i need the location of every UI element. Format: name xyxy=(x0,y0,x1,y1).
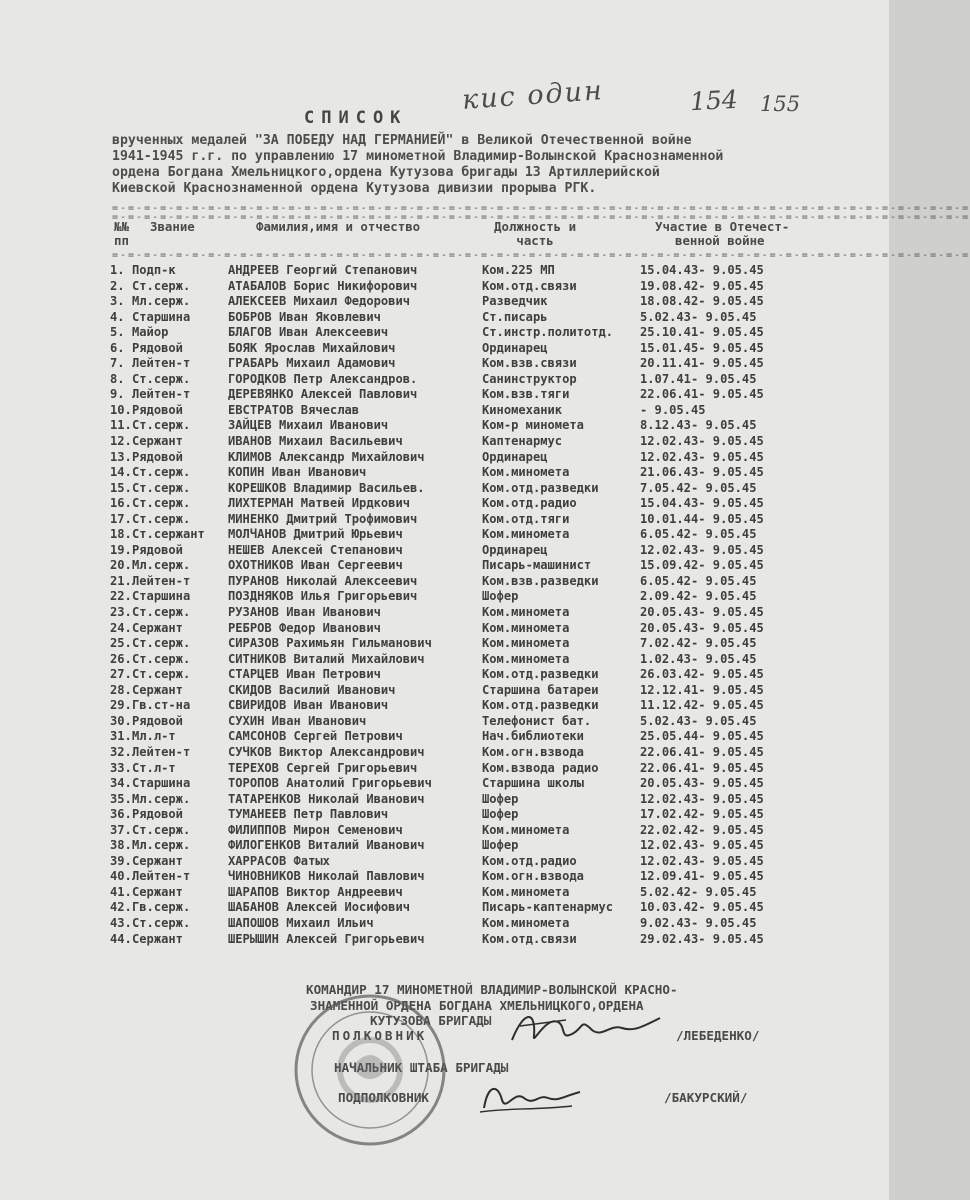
row-full-name: СКИДОВ Василий Иванович xyxy=(228,682,396,697)
table-row xyxy=(110,807,830,823)
table-row xyxy=(110,356,830,372)
row-number: 17. xyxy=(110,511,132,526)
row-number: 18. xyxy=(110,527,132,542)
row-position: Санинструктор xyxy=(482,371,577,386)
row-rank: Рядовой xyxy=(132,542,183,557)
row-position: Писарь-каптенармус xyxy=(482,900,614,915)
row-service-dates: 7.02.42- 9.05.45 xyxy=(640,636,757,651)
table-row xyxy=(110,372,830,388)
row-rank: Рядовой xyxy=(132,807,183,822)
row-rank: Ст.серж. xyxy=(132,371,191,386)
row-rank: Ст.серж. xyxy=(132,822,191,837)
row-service-dates: 12.02.43- 9.05.45 xyxy=(640,838,764,853)
row-full-name: ТОРОПОВ Анатолий Григорьевич xyxy=(228,776,432,791)
row-full-name: МИНЕНКО Дмитрий Трофимович xyxy=(228,511,418,526)
row-full-name: БЛАГОВ Иван Алексеевич xyxy=(228,325,389,340)
row-rank: Мл.серж. xyxy=(132,558,191,573)
row-service-dates: 20.05.43- 9.05.45 xyxy=(640,620,764,635)
row-number: 11. xyxy=(110,418,132,433)
intro-line: 1941-1945 г.г. по управлению 17 минометной Владимир-Волынской Краснознаменной xyxy=(112,149,724,164)
row-number: 2. xyxy=(110,278,125,293)
row-rank: Лейтен-т xyxy=(132,869,191,884)
row-full-name: ТУМАНЕЕВ Петр Павлович xyxy=(228,807,389,822)
page-number-new: 155 xyxy=(760,92,801,116)
row-position: Ком.миномета xyxy=(482,605,570,620)
row-number: 10. xyxy=(110,402,132,417)
table-row xyxy=(110,823,830,839)
row-full-name: ХАРРАСОВ Фатых xyxy=(228,853,330,868)
row-full-name: СИТНИКОВ Виталий Михайлович xyxy=(228,651,425,666)
row-service-dates: 11.12.42- 9.05.45 xyxy=(640,698,764,713)
row-position: Ком.отд.связи xyxy=(482,931,577,946)
table-row xyxy=(110,854,830,870)
chief-of-staff-title: НАЧАЛЬНИК ШТАБА БРИГАДЫ xyxy=(334,1060,509,1075)
row-rank: Сержант xyxy=(132,620,183,635)
row-rank: Старшина xyxy=(132,589,191,604)
row-rank: Лейтен-т xyxy=(132,387,191,402)
row-rank: Сержант xyxy=(132,853,183,868)
row-number: 22. xyxy=(110,589,132,604)
table-row xyxy=(110,527,830,543)
commander-name: /ЛЕБЕДЕНКО/ xyxy=(676,1028,760,1043)
row-service-dates: 29.02.43- 9.05.45 xyxy=(640,931,764,946)
row-full-name: РЕБРОВ Федор Иванович xyxy=(228,620,381,635)
row-number: 33. xyxy=(110,760,132,775)
row-rank: Сержант xyxy=(132,682,183,697)
row-position: Ком.отд.тяги xyxy=(482,511,570,526)
row-position: Ком.миномета xyxy=(482,527,570,542)
row-number: 15. xyxy=(110,480,132,495)
table-row xyxy=(110,652,830,668)
row-rank: Ст.сержант xyxy=(132,527,205,542)
table-row xyxy=(110,325,830,341)
table-row xyxy=(110,465,830,481)
row-rank: Старшина xyxy=(132,309,191,324)
table-row xyxy=(110,683,830,699)
row-rank: Лейтен-т xyxy=(132,356,191,371)
row-service-dates: 6.05.42- 9.05.45 xyxy=(640,573,757,588)
row-full-name: ЗАЙЦЕВ Михаил Иванович xyxy=(228,418,389,433)
row-rank: Ст.серж. xyxy=(132,418,191,433)
row-full-name: КОПИН Иван Иванович xyxy=(228,465,367,480)
row-service-dates: 22.06.41- 9.05.45 xyxy=(640,387,764,402)
table-row xyxy=(110,916,830,932)
signature-block-line: КУТУЗОВА БРИГАДЫ xyxy=(370,1013,492,1028)
row-number: 32. xyxy=(110,744,132,759)
row-rank: Рядовой xyxy=(132,340,183,355)
row-full-name: СВИРИДОВ Иван Иванович xyxy=(228,698,389,713)
table-row xyxy=(110,418,830,434)
row-service-dates: 1.02.43- 9.05.45 xyxy=(640,651,757,666)
row-service-dates: 9.02.43- 9.05.45 xyxy=(640,915,757,930)
row-position: Шофер xyxy=(482,838,519,853)
row-rank: Мл.серж. xyxy=(132,294,191,309)
column-header-name: Фамилия,имя и отчество xyxy=(256,219,421,234)
row-rank: Мл.л-т xyxy=(132,729,176,744)
row-service-dates: 12.02.43- 9.05.45 xyxy=(640,853,764,868)
row-position: Ком.миномета xyxy=(482,822,570,837)
row-position: Ординарец xyxy=(482,542,548,557)
row-rank: Ст.серж. xyxy=(132,480,191,495)
row-rank: Ст.л-т xyxy=(132,760,176,775)
row-number: 14. xyxy=(110,465,132,480)
row-service-dates: 25.10.41- 9.05.45 xyxy=(640,325,764,340)
row-rank: Ст.серж. xyxy=(132,605,191,620)
row-position: Ком.взв.тяги xyxy=(482,387,570,402)
table-row xyxy=(110,838,830,854)
signature-block-line: КОМАНДИР 17 МИНОМЕТНОЙ ВЛАДИМИР-ВОЛЫНСКОЙ КРАСНО- xyxy=(306,982,678,997)
row-position: Ком.миномета xyxy=(482,884,570,899)
document-intro xyxy=(112,133,832,197)
table-row xyxy=(110,387,830,403)
row-number: 36. xyxy=(110,807,132,822)
table-row xyxy=(110,869,830,885)
row-rank: Сержант xyxy=(132,434,183,449)
row-rank: Гв.серж. xyxy=(132,900,191,915)
row-number: 1. xyxy=(110,263,125,277)
row-full-name: ТАТАРЕНКОВ Николай Иванович xyxy=(228,791,425,806)
row-position: Старшина батареи xyxy=(482,682,599,697)
row-rank: Рядовой xyxy=(132,713,183,728)
table-row xyxy=(110,310,830,326)
table-row xyxy=(110,263,830,279)
row-number: 5. xyxy=(110,325,125,340)
row-number: 4. xyxy=(110,309,125,324)
row-position: Ком.отд.радио xyxy=(482,496,577,511)
row-number: 20. xyxy=(110,558,132,573)
row-full-name: ШЕРЫШИН Алексей Григорьевич xyxy=(228,931,425,946)
row-service-dates: 12.02.43- 9.05.45 xyxy=(640,542,764,557)
row-service-dates: 12.09.41- 9.05.45 xyxy=(640,869,764,884)
table-row xyxy=(110,450,830,466)
row-rank: Подп-к xyxy=(132,263,176,277)
row-position: Ком.отд.разведки xyxy=(482,667,599,682)
row-number: 7. xyxy=(110,356,125,371)
row-rank: Лейтен-т xyxy=(132,744,191,759)
archive-handwritten-note: кис один xyxy=(461,75,605,116)
row-service-dates: 20.11.41- 9.05.45 xyxy=(640,356,764,371)
row-full-name: СТАРЦЕВ Иван Петрович xyxy=(228,667,381,682)
row-position: Писарь-машинист xyxy=(482,558,592,573)
row-number: 16. xyxy=(110,496,132,511)
row-full-name: ДЕРЕВЯНКО Алексей Павлович xyxy=(228,387,418,402)
row-full-name: ТЕРЕХОВ Сергей Григорьевич xyxy=(228,760,418,775)
row-service-dates: 18.08.42- 9.05.45 xyxy=(640,294,764,309)
column-header-number: №№ пп xyxy=(114,219,129,248)
row-position: Шофер xyxy=(482,589,519,604)
row-position: Каптенармус xyxy=(482,434,563,449)
table-row xyxy=(110,512,830,528)
row-service-dates: 19.08.42- 9.05.45 xyxy=(640,278,764,293)
table-row xyxy=(110,745,830,761)
row-position: Ком.миномета xyxy=(482,465,570,480)
table-row xyxy=(110,636,830,652)
row-rank: Лейтен-т xyxy=(132,573,191,588)
row-position: Ком.огн.взвода xyxy=(482,869,584,884)
table-row xyxy=(110,714,830,730)
row-number: 44. xyxy=(110,931,132,946)
row-service-dates: 12.02.43- 9.05.45 xyxy=(640,791,764,806)
row-number: 42. xyxy=(110,900,132,915)
row-number: 37. xyxy=(110,822,132,837)
table-row xyxy=(110,341,830,357)
row-full-name: КЛИМОВ Александр Михайлович xyxy=(228,449,425,464)
row-position: Ком.отд.радио xyxy=(482,853,577,868)
row-position: Телефонист бат. xyxy=(482,713,592,728)
row-position: Ком.взвода радио xyxy=(482,760,599,775)
row-number: 24. xyxy=(110,620,132,635)
row-service-dates: 20.05.43- 9.05.45 xyxy=(640,605,764,620)
row-position: Нач.библиотеки xyxy=(482,729,584,744)
table-row xyxy=(110,776,830,792)
row-position: Разведчик xyxy=(482,294,548,309)
row-service-dates: 8.12.43- 9.05.45 xyxy=(640,418,757,433)
row-rank: Ст.серж. xyxy=(132,465,191,480)
row-number: 35. xyxy=(110,791,132,806)
row-full-name: ПУРАНОВ Николай Алексеевич xyxy=(228,573,418,588)
row-service-dates: 21.06.43- 9.05.45 xyxy=(640,465,764,480)
row-full-name: БОБРОВ Иван Яковлевич xyxy=(228,309,381,324)
separator-top-2: =-=-=-=-=-=-=-=-=-=-=-=-=-=-=-=-=-=-=-=-=-=-=-=-=-=-=-=-=-=-=-=-=-=-=-=-=-=-=-=-=-=-=-=-=-=-=-=-=-=-=-=-=-= xyxy=(112,212,970,223)
row-service-dates: 12.02.43- 9.05.45 xyxy=(640,449,764,464)
row-full-name: АЛЕКСЕЕВ Михаил Федорович xyxy=(228,294,411,309)
row-position: Ком.огн.взвода xyxy=(482,744,584,759)
row-position: Ком.отд.разведки xyxy=(482,698,599,713)
row-service-dates: - 9.05.45 xyxy=(640,402,706,417)
row-full-name: СИРАЗОВ Рахимьян Гильманович xyxy=(228,636,432,651)
row-number: 6. xyxy=(110,340,125,355)
row-rank: Ст.серж. xyxy=(132,511,191,526)
row-position: Ком.миномета xyxy=(482,636,570,651)
row-full-name: ФИЛОГЕНКОВ Виталий Иванович xyxy=(228,838,425,853)
row-service-dates: 1.07.41- 9.05.45 xyxy=(640,371,757,386)
row-position: Шофер xyxy=(482,791,519,806)
row-rank: Сержант xyxy=(132,884,183,899)
commander-signature xyxy=(506,1006,666,1050)
row-rank: Ст.серж. xyxy=(132,915,191,930)
row-position: Ком.225 МП xyxy=(482,263,555,277)
row-number: 21. xyxy=(110,573,132,588)
row-full-name: ПОЗДНЯКОВ Илья Григорьевич xyxy=(228,589,418,604)
page-number-old: 154 xyxy=(689,84,739,117)
intro-line: Киевской Краснознаменной ордена Кутузова дивизии прорыва РГК. xyxy=(112,181,597,196)
row-service-dates: 15.09.42- 9.05.45 xyxy=(640,558,764,573)
row-position: Ординарец xyxy=(482,340,548,355)
row-position: Ком-р миномета xyxy=(482,418,584,433)
row-position: Ком.миномета xyxy=(482,620,570,635)
separator-top: =-=-=-=-=-=-=-=-=-=-=-=-=-=-=-=-=-=-=-=-=-=-=-=-=-=-=-=-=-=-=-=-=-=-=-=-=-=-=-=-=-=-=-=-=-=-=-=-=-=-=-=-=-= xyxy=(112,203,970,214)
row-rank: Рядовой xyxy=(132,402,183,417)
row-full-name: ШАБАНОВ Алексей Иосифович xyxy=(228,900,411,915)
row-number: 3. xyxy=(110,294,125,309)
row-position: Старшина школы xyxy=(482,776,584,791)
table-row xyxy=(110,729,830,745)
table-row xyxy=(110,543,830,559)
row-position: Ком.отд.связи xyxy=(482,278,577,293)
row-number: 23. xyxy=(110,605,132,620)
row-number: 31. xyxy=(110,729,132,744)
row-rank: Гв.ст-на xyxy=(132,698,191,713)
row-full-name: НЕШЕВ Алексей Степанович xyxy=(228,542,403,557)
table-row xyxy=(110,481,830,497)
row-number: 27. xyxy=(110,667,132,682)
row-position: Ком.взв.разведки xyxy=(482,573,599,588)
row-number: 30. xyxy=(110,713,132,728)
row-service-dates: 10.01.44- 9.05.45 xyxy=(640,511,764,526)
table-row xyxy=(110,558,830,574)
table-row xyxy=(110,885,830,901)
commander-rank: ПОЛКОВНИК xyxy=(332,1028,428,1043)
row-full-name: МОЛЧАНОВ Дмитрий Юрьевич xyxy=(228,527,403,542)
row-service-dates: 22.06.41- 9.05.45 xyxy=(640,760,764,775)
row-number: 26. xyxy=(110,651,132,666)
row-position: Ординарец xyxy=(482,449,548,464)
row-service-dates: 15.04.43- 9.05.45 xyxy=(640,263,764,277)
chief-of-staff-signature xyxy=(476,1078,586,1118)
table-row xyxy=(110,621,830,637)
row-full-name: ШАРАПОВ Виктор Андреевич xyxy=(228,884,403,899)
row-number: 40. xyxy=(110,869,132,884)
row-number: 29. xyxy=(110,698,132,713)
row-full-name: СУХИН Иван Иванович xyxy=(228,713,367,728)
row-position: Ком.отд.разведки xyxy=(482,480,599,495)
row-service-dates: 6.05.42- 9.05.45 xyxy=(640,527,757,542)
table-row xyxy=(110,279,830,295)
row-full-name: КОРЕШКОВ Владимир Васильев. xyxy=(228,480,425,495)
row-service-dates: 7.05.42- 9.05.45 xyxy=(640,480,757,495)
row-service-dates: 5.02.42- 9.05.45 xyxy=(640,884,757,899)
row-service-dates: 5.02.43- 9.05.45 xyxy=(640,309,757,324)
table-row xyxy=(110,434,830,450)
row-rank: Старшина xyxy=(132,776,191,791)
row-rank: Ст.серж. xyxy=(132,636,191,651)
row-number: 25. xyxy=(110,636,132,651)
row-position: Киномеханик xyxy=(482,402,563,417)
column-header-rank: Звание xyxy=(150,219,195,234)
row-full-name: БОЯК Ярослав Михайлович xyxy=(228,340,396,355)
row-position: Шофер xyxy=(482,807,519,822)
table-row xyxy=(110,574,830,590)
row-position: Ст.инстр.политотд. xyxy=(482,325,614,340)
row-number: 8. xyxy=(110,371,125,386)
row-full-name: АТАБАЛОВ Борис Никифорович xyxy=(228,278,418,293)
intro-line: врученных медалей "ЗА ПОБЕДУ НАД ГЕРМАНИЕЙ" в Великой Отечественной войне xyxy=(112,133,692,148)
row-rank: Майор xyxy=(132,325,169,340)
row-position: Ком.миномета xyxy=(482,915,570,930)
chief-of-staff-name: /БАКУРСКИЙ/ xyxy=(664,1090,748,1105)
row-service-dates: 12.02.43- 9.05.45 xyxy=(640,434,764,449)
row-number: 39. xyxy=(110,853,132,868)
row-rank: Рядовой xyxy=(132,449,183,464)
row-service-dates: 15.04.43- 9.05.45 xyxy=(640,496,764,511)
row-full-name: ИВАНОВ Михаил Васильевич xyxy=(228,434,403,449)
table-row xyxy=(110,496,830,512)
row-service-dates: 10.03.42- 9.05.45 xyxy=(640,900,764,915)
row-service-dates: 22.06.41- 9.05.45 xyxy=(640,744,764,759)
table-row xyxy=(110,698,830,714)
row-service-dates: 15.01.45- 9.05.45 xyxy=(640,340,764,355)
row-number: 34. xyxy=(110,776,132,791)
separator-header: =-=-=-=-=-=-=-=-=-=-=-=-=-=-=-=-=-=-=-=-=-=-=-=-=-=-=-=-=-=-=-=-=-=-=-=-=-=-=-=-=-=-=-=-=-=-=-=-=-=-=-=-=-= xyxy=(112,250,970,261)
row-service-dates: 26.03.42- 9.05.45 xyxy=(640,667,764,682)
row-full-name: ГРАБАРЬ Михаил Адамович xyxy=(228,356,396,371)
official-seal-stamp xyxy=(290,990,450,1150)
table-row xyxy=(110,403,830,419)
row-full-name: ФИЛИППОВ Мирон Семенович xyxy=(228,822,403,837)
row-full-name: ЕВСТРАТОВ Вячеслав xyxy=(228,402,360,417)
row-full-name: РУЗАНОВ Иван Иванович xyxy=(228,605,381,620)
intro-line: ордена Богдана Хмельницкого,ордена Кутузова бригады 13 Артиллерийской xyxy=(112,165,660,180)
row-number: 13. xyxy=(110,449,132,464)
table-row xyxy=(110,900,830,916)
row-full-name: ШАПОШОВ Михаил Ильич xyxy=(228,915,374,930)
column-header-position: Должность и часть xyxy=(494,219,577,248)
table-row xyxy=(110,932,830,948)
table-row xyxy=(110,667,830,683)
row-position: Ком.миномета xyxy=(482,651,570,666)
row-position: Ст.писарь xyxy=(482,309,548,324)
row-full-name: СУЧКОВ Виктор Александрович xyxy=(228,744,425,759)
document-title: СПИСОК xyxy=(304,108,408,128)
signature-block-line: ЗНАМЕННОЙ ОРДЕНА БОГДАНА ХМЕЛЬНИЦКОГО,ОРДЕНА xyxy=(310,998,644,1013)
table-row xyxy=(110,792,830,808)
row-number: 19. xyxy=(110,542,132,557)
row-rank: Сержант xyxy=(132,931,183,946)
row-rank: Ст.серж. xyxy=(132,278,191,293)
row-rank: Ст.серж. xyxy=(132,651,191,666)
row-full-name: ГОРОДКОВ Петр Александров. xyxy=(228,371,418,386)
row-number: 28. xyxy=(110,682,132,697)
row-service-dates: 2.09.42- 9.05.45 xyxy=(640,589,757,604)
row-service-dates: 12.12.41- 9.05.45 xyxy=(640,682,764,697)
row-number: 38. xyxy=(110,838,132,853)
column-header-participation: Участие в Отечест- венной войне xyxy=(655,219,790,248)
table-row xyxy=(110,294,830,310)
row-full-name: САМСОНОВ Сергей Петрович xyxy=(228,729,403,744)
row-service-dates: 22.02.42- 9.05.45 xyxy=(640,822,764,837)
table-row xyxy=(110,761,830,777)
table-row xyxy=(110,605,830,621)
row-service-dates: 17.02.42- 9.05.45 xyxy=(640,807,764,822)
row-rank: Ст.серж. xyxy=(132,496,191,511)
row-full-name: АНДРЕЕВ Георгий Степанович xyxy=(228,263,418,277)
table-row xyxy=(110,589,830,605)
row-rank: Ст.серж. xyxy=(132,667,191,682)
row-number: 41. xyxy=(110,884,132,899)
row-full-name: ЧИНОВНИКОВ Николай Павлович xyxy=(228,869,425,884)
personnel-table xyxy=(110,263,830,947)
chief-of-staff-rank: ПОДПОЛКОВНИК xyxy=(338,1090,429,1105)
row-number: 43. xyxy=(110,915,132,930)
row-service-dates: 20.05.43- 9.05.45 xyxy=(640,776,764,791)
row-position: Ком.взв.связи xyxy=(482,356,577,371)
row-number: 12. xyxy=(110,434,132,449)
row-rank: Мл.серж. xyxy=(132,791,191,806)
row-service-dates: 5.02.43- 9.05.45 xyxy=(640,713,757,728)
row-full-name: ОХОТНИКОВ Иван Сергеевич xyxy=(228,558,403,573)
row-service-dates: 25.05.44- 9.05.45 xyxy=(640,729,764,744)
row-number: 9. xyxy=(110,387,125,402)
row-full-name: ЛИХТЕРМАН Матвей Ирдкович xyxy=(228,496,411,511)
row-rank: Мл.серж. xyxy=(132,838,191,853)
